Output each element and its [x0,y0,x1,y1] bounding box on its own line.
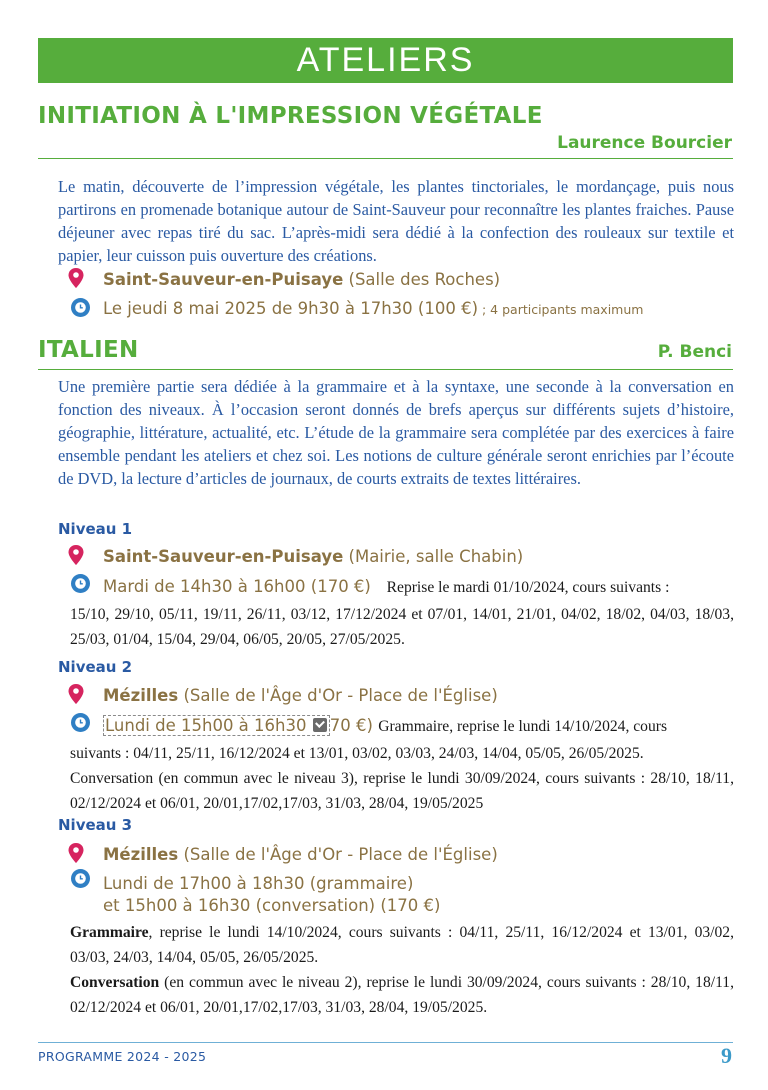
level-location: Saint-Sauveur-en-Puisaye (Mairie, salle Chabin) [103,547,524,566]
checkmark-icon[interactable] [313,718,327,732]
level-schedule: Mardi de 14h30 à 16h00 (170 €) Reprise le mardi 01/10/2024, cours suivants : [103,577,670,596]
text-selection-box[interactable]: Lundi de 15h00 à 16h30 [103,715,330,736]
level-heading: Niveau 1 [58,520,133,538]
clock-icon [71,713,90,732]
workshop-author: Laurence Bourcier [557,133,732,153]
level-heading: Niveau 3 [58,816,133,834]
divider [38,369,733,370]
workshop-description: Le matin, découverte de l’impression végétale, les plantes tinctoriales, le mordançage, puis nous partirons en promenade botanique autour de Saint-Sauveur pour reconnaître les plantes fraiches. Pause déjeuner avec repas tiré du sac. L’après-midi sera dédié à la confection des rouleaux sur textile et papier, leur cuisson puis ouverture des créations. [58,177,734,265]
level-conversation: Conversation (en commun avec le niveau 3), reprise le lundi 30/09/2024, cours suivants : 28/10, 18/11, 02/12/2024 et 06/01, 20/01,17/02,17/03, 31/03, 28/04, 19/05/2025 [70,770,734,812]
workshop-description: Une première partie sera dédiée à la grammaire et à la syntaxe, une seconde à la conversation en fonction des niveaux. À l’occasion seront donnés de brefs aperçus sur différents sujets d’histoire, géographie, littérature, actualité, etc. L’étude de la grammaire sera complétée par des exercices à faire ensemble pendant les ateliers et chez soi. Les notions de culture générale seront enrichies par l’écoute de DVD, la lecture d’articles de journaux, de courts extraits de textes littéraires. [58,377,734,488]
clock-icon [71,869,90,888]
level-schedule: Lundi de 15h00 à 16h30 70 €) Grammaire, reprise le lundi 14/10/2024, cours [105,716,668,735]
level-heading: Niveau 2 [58,658,133,676]
clock-icon [71,298,90,317]
level-location: Mézilles (Salle de l'Âge d'Or - Place de l'Église) [103,686,498,705]
level-dates: suivants : 04/11, 25/11, 16/12/2024 et 13/01, 03/02, 03/03, 24/03, 14/04, 05/05, 26/05/2025. [70,745,644,762]
workshop-title: ITALIEN [38,337,139,363]
page-number: 9 [721,1043,732,1068]
divider [38,158,733,159]
clock-icon [71,574,90,593]
location-pin-icon [68,684,84,704]
level-schedule-line2: et 15h00 à 16h30 (conversation) (170 €) [103,896,441,915]
location-pin-icon [68,268,84,288]
workshop-author: P. Benci [657,342,732,362]
level-schedule-line1: Lundi de 17h00 à 18h30 (grammaire) [103,874,414,893]
footer-divider [38,1042,733,1043]
location-pin-icon [68,843,84,863]
level-location: Mézilles (Salle de l'Âge d'Or - Place de l'Église) [103,845,498,864]
workshop-title: INITIATION À L'IMPRESSION VÉGÉTALE [38,103,543,129]
level-conversation: Conversation (en commun avec le niveau 2), reprise le lundi 30/09/2024, cours suivants : 28/10, 18/11, 02/12/2024 et 06/01, 20/01,17/02,17/03, 31/03, 28/04, 19/05/2025. [70,974,734,1016]
footer-program: PROGRAMME 2024 - 2025 [38,1049,207,1064]
level-grammar: Grammaire, reprise le lundi 14/10/2024, cours suivants : 04/11, 25/11, 16/12/2024 et 13/01, 03/02, 03/03, 24/03, 14/04, 05/05, 26/05/2025. [70,924,734,966]
workshop-schedule: Le jeudi 8 mai 2025 de 9h30 à 17h30 (100 €) ; 4 participants maximum [103,299,644,318]
workshop-location: Saint-Sauveur-en-Puisaye (Salle des Roches) [103,270,501,289]
level-dates: 15/10, 29/10, 05/11, 19/11, 26/11, 03/12, 17/12/2024 et 07/01, 14/01, 21/01, 04/02, 18/02, 04/03, 18/03, 25/03, 01/04, 15/04, 29/04, 06/05, 20/05, 27/05/2025. [70,606,734,648]
location-pin-icon [68,545,84,565]
page-title-banner: ATELIERS [38,38,733,83]
